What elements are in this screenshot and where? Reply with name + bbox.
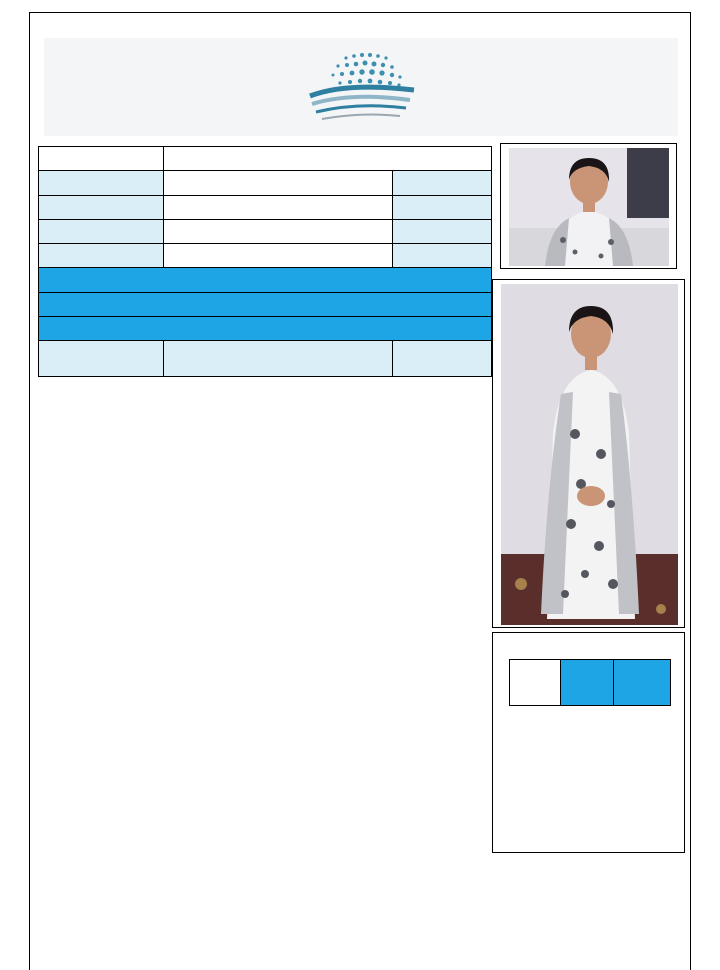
work-experience-heading (39, 317, 492, 341)
applicant-portrait-image (509, 148, 669, 266)
info-row (39, 195, 492, 219)
language-skills-table (509, 659, 671, 706)
language-corner-cell (510, 660, 561, 706)
arabic-column-header (560, 660, 614, 706)
globe-dots-icon (306, 46, 418, 130)
agent-label-ar (393, 171, 492, 195)
agent-label (39, 171, 164, 195)
info-row (39, 171, 492, 195)
contract-label (39, 219, 164, 243)
post-value (164, 195, 393, 219)
english-column-header (614, 660, 671, 706)
work-header-row (39, 341, 492, 377)
post-label (39, 195, 164, 219)
personal-info-heading (39, 268, 492, 292)
contract-label-ar (393, 219, 492, 243)
portrait-photo-frame (500, 143, 677, 269)
mobile-label (39, 147, 164, 171)
applicant-info-table (38, 146, 492, 377)
applicant-full-body-image (501, 284, 678, 625)
section-header-row (39, 268, 492, 292)
salary-label-ar (393, 244, 492, 268)
salary-value (164, 244, 393, 268)
full-body-photo (501, 284, 678, 625)
language-header-row (510, 660, 671, 706)
designation-header (39, 341, 164, 377)
contract-value (164, 219, 393, 243)
country-header (164, 341, 393, 377)
salary-label (39, 244, 164, 268)
section-header-row (39, 317, 492, 341)
mobile-value (164, 147, 492, 171)
section-header-row (39, 292, 492, 316)
agent-value (164, 171, 393, 195)
language-skills-panel (492, 632, 685, 853)
portrait-photo (509, 148, 669, 266)
passport-heading (39, 292, 492, 316)
period-header (393, 341, 492, 377)
post-label-ar (393, 195, 492, 219)
info-row (39, 219, 492, 243)
company-logo (44, 38, 678, 136)
info-row (39, 244, 492, 268)
mobile-row (39, 147, 492, 171)
full-body-photo-frame (492, 279, 685, 628)
